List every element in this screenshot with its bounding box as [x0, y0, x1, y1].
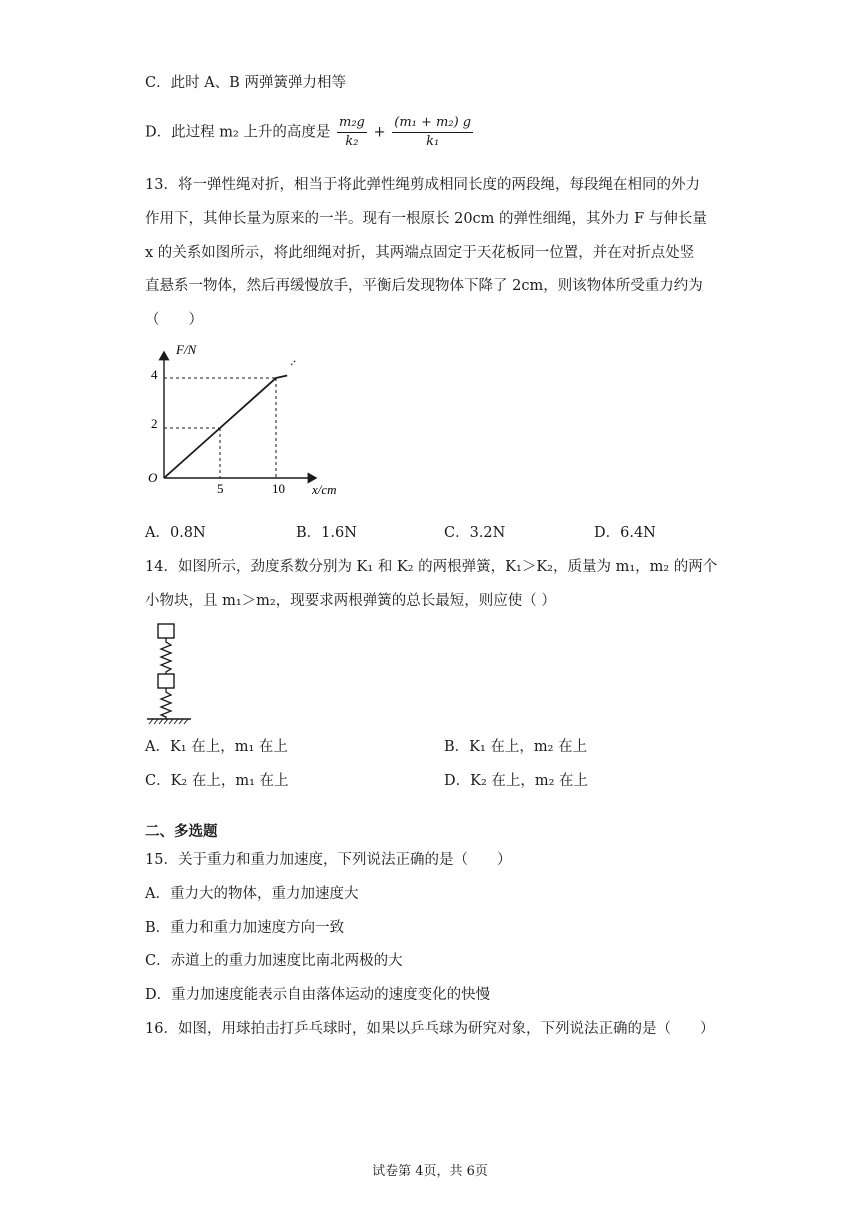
upper-spring [161, 638, 171, 674]
q13-option-c: C．3.2N [444, 525, 506, 541]
q14-option-b: B．K₁ 在上，m₂ 在上 [444, 739, 588, 755]
x-tick-label-5: 5 [217, 481, 224, 496]
fraction-total-mass-over-k1 [392, 114, 473, 151]
q15-option-d: D．重力加速度能表示自由落体运动的速度变化的快慢 [145, 987, 491, 1003]
y-tick-label-4: 4 [151, 367, 158, 382]
page-footer: 试卷第 4页，共 6页 [372, 1164, 488, 1179]
fraction-denominator: k₁ [426, 134, 440, 149]
fraction-m2g-over-k2 [337, 114, 367, 151]
q15-stem: 15．关于重力和重力加速度，下列说法正确的是（ ） [145, 852, 512, 868]
lower-spring [161, 688, 171, 719]
fraction-numerator: (m₁ + m₂) g [392, 114, 473, 133]
q14-option-d: D．K₂ 在上，m₂ 在上 [444, 773, 589, 789]
force-extension-line [164, 376, 287, 479]
x-axis-label: x/cm [312, 482, 337, 497]
upper-block [158, 624, 174, 638]
q13-line-5: （ ） [145, 312, 203, 328]
q14-option-c: C．K₂ 在上，m₁ 在上 [145, 773, 289, 789]
fraction-denominator: k₂ [345, 134, 359, 149]
section-title: 二、多选题 [145, 823, 218, 840]
q12-option-d-text: D．此过程 m₂ 上升的高度是 [145, 124, 331, 141]
q13-option-d: D．6.4N [594, 525, 656, 541]
q15-option-b: B．重力和重力加速度方向一致 [145, 920, 345, 936]
q12-option-d [145, 114, 475, 151]
q15-option-c: C．赤道上的重力加速度比南北两极的大 [145, 953, 403, 969]
fraction-numerator: m₂g [337, 114, 367, 133]
q15-option-a: A．重力大的物体，重力加速度大 [145, 886, 359, 902]
spring-block-diagram [145, 620, 195, 725]
y-axis-label: F/N [176, 342, 197, 357]
q13-option-b: B．1.6N [296, 525, 357, 541]
curve-tail-mark [291, 360, 296, 365]
x-tick-label-10: 10 [272, 481, 285, 496]
q13-line-3: x 的关系如图所示，将此细绳对折，其两端点固定于天花板同一位置，并在对折点处竖 [145, 245, 695, 261]
q13-option-a: A．0.8N [145, 525, 206, 541]
y-tick-label-2: 2 [151, 416, 158, 431]
plus-sign: + [373, 124, 386, 141]
q16-stem: 16．如图，用球拍击打乒乓球时，如果以乒乓球为研究对象，下列说法正确的是（ ） [145, 1021, 715, 1037]
origin-label: O [148, 470, 158, 485]
q13-line-1: 13．将一弹性绳对折，相当于将此弹性绳剪成相同长度的两段绳，每段绳在相同的外力 [145, 177, 700, 193]
q13-line-2: 作用下，其伸长量为原来的一半。现有一根原长 20cm 的弹性细绳，其外力 F 与伸长量 [145, 211, 707, 227]
force-extension-graph [140, 338, 370, 508]
q14-line-2: 小物块，且 m₁＞m₂，现要求两根弹簧的总长最短，则应使（ ） [145, 593, 556, 609]
q14-line-1: 14．如图所示，劲度系数分别为 K₁ 和 K₂ 的两根弹簧，K₁＞K₂，质量为 m₁，m₂ 的两个 [145, 559, 718, 575]
q12-option-c: C．此时 A、B 两弹簧弹力相等 [145, 75, 346, 91]
q13-line-4: 直悬系一物体，然后再缓慢放手，平衡后发现物体下降了 2cm，则该物体所受重力约为 [145, 278, 703, 294]
q14-option-a: A．K₁ 在上，m₁ 在上 [145, 739, 288, 755]
lower-block [158, 674, 174, 688]
